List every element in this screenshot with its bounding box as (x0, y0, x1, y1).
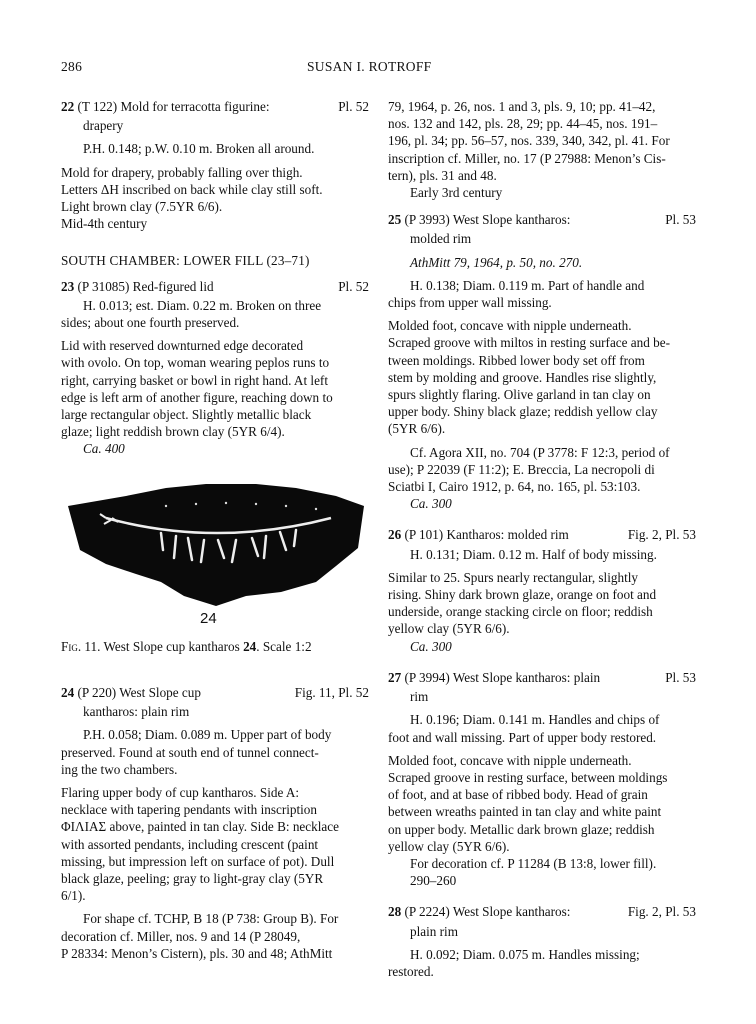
description-line: Similar to 25. Spurs nearly rectangular, slightly (388, 569, 638, 585)
description-line: on upper body. Metallic dark brown glaze; reddish (388, 821, 655, 837)
reference-line: tern), pls. 31 and 48. (388, 167, 497, 183)
description-line: Lid with reserved downturned edge decorated (61, 338, 304, 354)
dimensions: H. 0.131; Diam. 0.12 m. Half of body missing. (410, 546, 657, 562)
dimensions: H. 0.196; Diam. 0.141 m. Handles and chips of (410, 712, 660, 728)
entry-title: (P 101) Kantharos: molded rim (404, 527, 569, 543)
reference-line: decoration cf. Miller, nos. 9 and 14 (P 28049, (61, 928, 301, 944)
entry-title: (P 3993) West Slope kantharos: (404, 212, 571, 228)
reference-line: For decoration cf. P 11284 (B 13:8, lower fill). (410, 855, 657, 871)
dimensions: sides; about one fourth preserved. (61, 315, 240, 331)
description-line: Scraped groove in resting surface, between moldings (388, 769, 668, 785)
description-line: rising. Shiny dark brown glaze, orange on foot and (388, 587, 657, 603)
description-line: Light brown clay (7.5YR 6/6). (61, 199, 223, 215)
entry-24 (61, 684, 369, 962)
description-line: large rectangular object. Slightly metallic black (61, 407, 312, 423)
dimensions: P.H. 0.148; p.W. 0.10 m. Broken all around. (83, 141, 315, 157)
description-line: 6/1). (61, 888, 86, 904)
dimensions: foot and wall missing. Part of upper body restored. (388, 729, 657, 745)
reference-line: 196, pl. 34; pp. 56–57, nos. 339, 340, 342, pl. 41. For (388, 133, 670, 149)
dimensions: H. 0.138; Diam. 0.119 m. Part of handle and (410, 277, 645, 293)
date: Mid-4th century (61, 216, 148, 232)
reference-line: Sciatbi I, Cairo 1912, p. 64, no. 165, pl. 53:103. (388, 479, 641, 495)
entry-title: (P 220) West Slope cup (77, 685, 201, 700)
description-line: black glaze, peeling; gray to light-gray clay (5YR (61, 871, 324, 887)
dimensions: H. 0.092; Diam. 0.075 m. Handles missing; (410, 946, 640, 962)
date: Ca. 300 (410, 638, 452, 654)
dimensions: P.H. 0.058; Diam. 0.089 m. Upper part of body (83, 727, 332, 743)
reference-line: nos. 132 and 142, pls. 28, 29; pp. 44–45, nos. 191– (388, 116, 658, 132)
plate-reference: Pl. 52 (338, 99, 369, 114)
plate-reference: Fig. 2, Pl. 53 (627, 904, 696, 920)
entry-title-cont: drapery (83, 118, 124, 134)
date: Early 3rd century (410, 185, 503, 201)
entry-26 (388, 526, 696, 654)
left-column (61, 98, 369, 458)
date: Ca. 300 (410, 496, 452, 512)
dimensions: preserved. Found at south end of tunnel connect- (61, 744, 319, 760)
right-column (388, 98, 696, 980)
plate-reference: Fig. 11, Pl. 52 (294, 685, 369, 700)
plate-reference: Pl. 52 (338, 278, 369, 294)
plate-reference: Pl. 53 (665, 669, 696, 685)
entry-number: 22 (61, 99, 75, 114)
description-line: ΦΙΛΙΑΣ above, painted in tan clay. Side B: necklace (61, 819, 339, 835)
entry-22 (61, 98, 369, 232)
figure-caption (61, 638, 312, 655)
section-heading: SOUTH CHAMBER: LOWER FILL (23–71) (61, 253, 310, 269)
description-line: yellow clay (5YR 6/6). (388, 621, 510, 637)
entry-title-cont: molded rim (410, 231, 472, 247)
description-line: with ovolo. On top, woman wearing peplos runs to (61, 355, 330, 371)
date: 290–260 (410, 873, 457, 889)
plate-reference: Fig. 2, Pl. 53 (627, 527, 696, 543)
description-line: Molded foot, concave with nipple underneath. (388, 318, 632, 334)
entry-number: 26 (388, 527, 402, 543)
description-line: upper body. Shiny black glaze; reddish yellow clay (388, 404, 658, 420)
description-line: Scraped groove with miltos in resting surface and be- (388, 335, 670, 351)
description-line: between wreaths painted in tan clay and white paint (388, 804, 662, 820)
description-line: Letters ΔH inscribed on back while clay still soft. (61, 181, 323, 197)
description-line: yellow clay (5YR 6/6). (388, 838, 510, 854)
reference-line: inscription cf. Miller, no. 17 (P 27988: Menon’s Cis- (388, 150, 666, 166)
publication: AthMitt 79, 1964, p. 50, no. 270. (410, 254, 583, 270)
reference-line: For shape cf. TCHP, B 18 (P 738: Group B). For (83, 911, 339, 927)
description-line: missing, but impression left on surface of pot). Dull (61, 853, 335, 869)
description-line: tween moldings. Ribbed lower body set off from (388, 352, 645, 368)
description-line: with assorted pendants, including crescent (paint (61, 836, 319, 852)
caption-number: 24 (243, 639, 257, 654)
reference-line: use); P 22039 (F 11:2); E. Breccia, La necropoli di (388, 461, 655, 477)
entry-number: 25 (388, 212, 402, 228)
description-line: Flaring upper body of cup kantharos. Side A: (61, 785, 300, 801)
description-line: of foot, and at base of ribbed body. Head of grain (388, 787, 648, 803)
page-number: 286 (61, 59, 83, 74)
description-line: Mold for drapery, probably falling over thigh. (61, 164, 303, 180)
entry-number: 24 (61, 685, 75, 700)
entry-title: (P 2224) West Slope kantharos: (404, 904, 571, 920)
description-line: glaze; light reddish brown clay (5YR 6/4). (61, 424, 285, 440)
dimensions: ing the two chambers. (61, 761, 178, 777)
sherd-drawing (66, 478, 366, 608)
entry-28 (388, 903, 696, 980)
dimensions: restored. (388, 963, 434, 979)
description-line: right, carrying basket or bowl in right hand. At left (61, 372, 328, 388)
plate-reference: Pl. 53 (665, 212, 696, 228)
description-line: stem by molding and groove. Handles rise slightly, (388, 369, 657, 385)
entry-title-cont: kantharos: plain rim (83, 704, 190, 720)
entry-number: 23 (61, 278, 75, 294)
description-line: underside, orange stacking circle on floor; reddish (388, 604, 653, 620)
reference-line: P 28334: Menon’s Cistern), pls. 30 and 48; AthMitt (61, 945, 333, 961)
entry-number: 27 (388, 669, 402, 685)
entry-title: (T 122) Mold for terracotta figurine: (77, 99, 270, 114)
entry-25 (388, 211, 696, 512)
dimensions: chips from upper wall missing. (388, 295, 552, 311)
entry-title-cont: plain rim (410, 923, 458, 939)
entry-title-cont: rim (410, 689, 429, 705)
entry-number: 28 (388, 904, 402, 920)
description-line: (5YR 6/6). (388, 421, 446, 437)
description-line: spurs slightly flaring. Olive garland in tan clay on (388, 387, 651, 403)
reference-line: 79, 1964, p. 26, nos. 1 and 3, pls. 9, 10; pp. 41–42, (388, 99, 656, 114)
caption-text: West Slope cup kantharos (103, 639, 240, 654)
running-head: SUSAN I. ROTROFF (307, 59, 432, 74)
description-line: Molded foot, concave with nipple underneath. (388, 752, 632, 768)
entry-title: (P 3994) West Slope kantharos: plain (404, 669, 601, 685)
entry-27 (388, 669, 696, 889)
date: Ca. 400 (83, 441, 125, 457)
entry-title: (P 31085) Red-figured lid (77, 278, 214, 294)
reference-line: Cf. Agora XII, no. 704 (P 3778: F 12:3, period of (410, 444, 670, 460)
caption-scale: . Scale 1:2 (256, 639, 312, 654)
entry-23 (61, 278, 369, 458)
description-line: necklace with tapering pendants with inscription (61, 802, 317, 818)
description-line: edge is left arm of another figure, reaching down to (61, 389, 333, 405)
dimensions: H. 0.013; est. Diam. 0.22 m. Broken on three (83, 297, 322, 313)
figure-number: 24 (200, 610, 217, 627)
caption-prefix: Fig. 11. (61, 639, 101, 654)
